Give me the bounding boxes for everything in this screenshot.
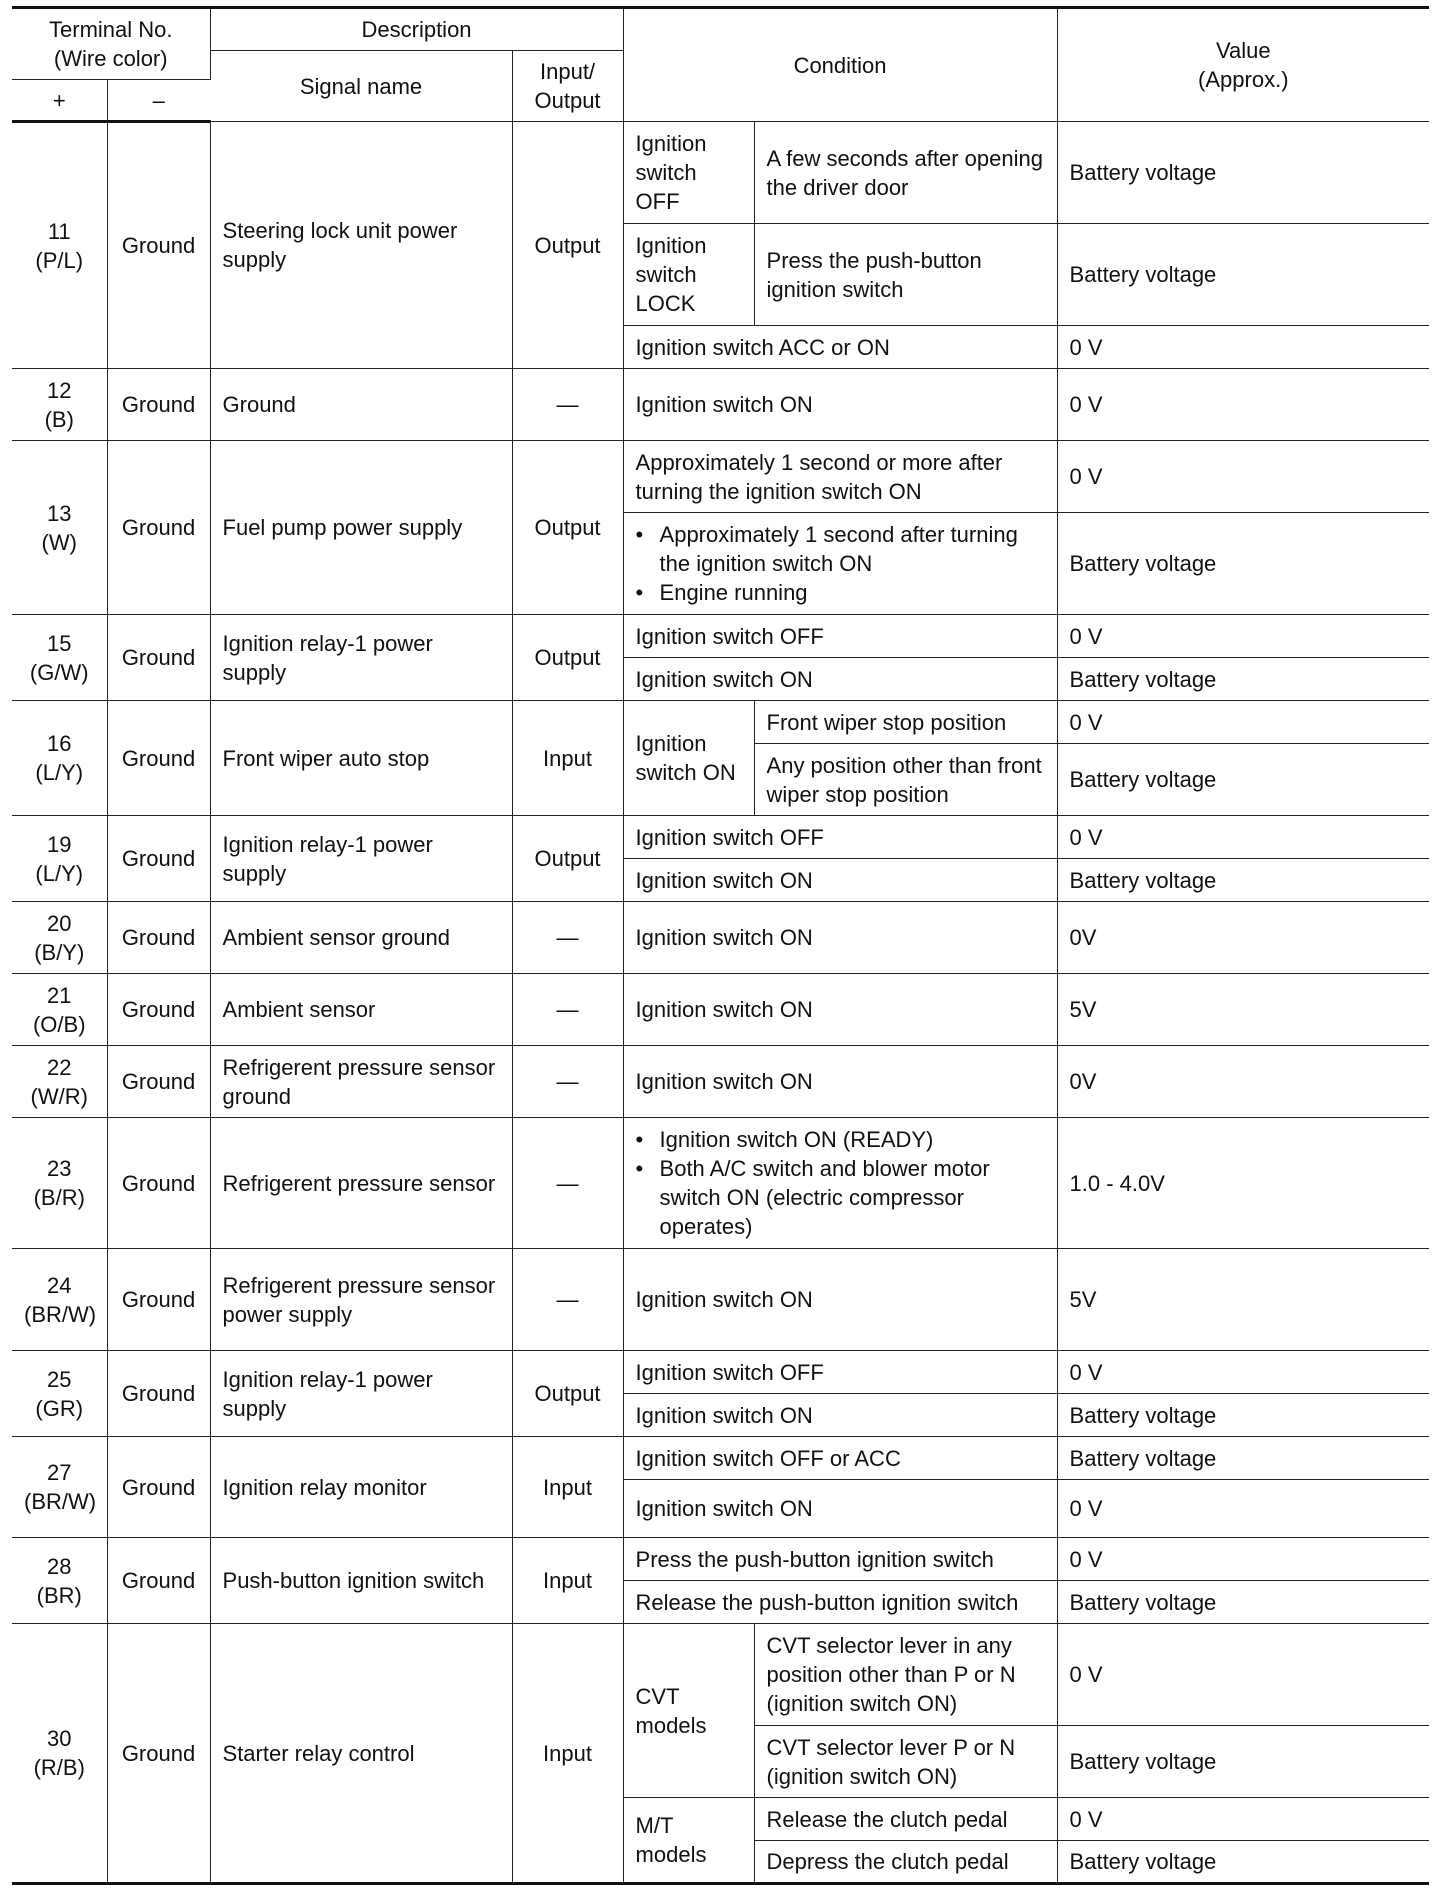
input-output: Input <box>512 1624 623 1884</box>
signal-name: Front wiper auto stop <box>210 701 512 816</box>
terminal-number: 16 (L/Y) <box>12 701 107 816</box>
bullet-item: • Ignition switch ON (READY) <box>636 1125 1045 1154</box>
value: 0 V <box>1057 701 1429 744</box>
input-output: — <box>512 1118 623 1249</box>
input-output: Output <box>512 816 623 902</box>
table-row <box>12 1249 1429 1351</box>
input-output-header: Input/ Output <box>512 51 623 122</box>
value: Battery voltage <box>1057 1437 1429 1480</box>
value: 0 V <box>1057 615 1429 658</box>
input-output: Input <box>512 1437 623 1538</box>
terminal-negative: Ground <box>107 816 210 902</box>
terminal-number: 20 (B/Y) <box>12 902 107 974</box>
condition: Any position other than front wiper stop position <box>754 744 1057 816</box>
terminal-no-header: Terminal No. (Wire color) <box>12 8 210 80</box>
condition <box>623 513 1057 615</box>
condition: Ignition switch OFF or ACC <box>623 1437 1057 1480</box>
value: 0 V <box>1057 816 1429 859</box>
terminal-negative: Ground <box>107 441 210 615</box>
table-row <box>12 1046 1429 1118</box>
value: 0 V <box>1057 1624 1429 1726</box>
condition: Release the clutch pedal <box>754 1798 1057 1841</box>
condition: CVT selector lever in any position other than P or N (ignition switch ON) <box>754 1624 1057 1726</box>
value: Battery voltage <box>1057 859 1429 902</box>
value: 0 V <box>1057 1480 1429 1538</box>
terminal-negative: Ground <box>107 1046 210 1118</box>
terminal-number: 23 (B/R) <box>12 1118 107 1249</box>
terminal-number: 19 (L/Y) <box>12 816 107 902</box>
input-output: Input <box>512 701 623 816</box>
terminal-number: 11 (P/L) <box>12 122 107 369</box>
input-output: — <box>512 974 623 1046</box>
plus-header: + <box>12 80 107 122</box>
condition: Ignition switch ON <box>623 974 1057 1046</box>
table-row <box>12 1624 1429 1726</box>
signal-name: Ignition relay monitor <box>210 1437 512 1538</box>
condition-bullets <box>636 1125 1045 1241</box>
input-output: Output <box>512 1351 623 1437</box>
value-header: Value (Approx.) <box>1057 8 1429 122</box>
value: Battery voltage <box>1057 1581 1429 1624</box>
condition: Ignition switch ON <box>623 658 1057 701</box>
signal-name: Refrigerent pressure sensor power supply <box>210 1249 512 1351</box>
value: Battery voltage <box>1057 513 1429 615</box>
value: 1.0 - 4.0V <box>1057 1118 1429 1249</box>
value: 5V <box>1057 974 1429 1046</box>
condition: Ignition switch OFF <box>623 816 1057 859</box>
value: 5V <box>1057 1249 1429 1351</box>
terminal-negative: Ground <box>107 902 210 974</box>
value: Battery voltage <box>1057 744 1429 816</box>
table-row <box>12 1118 1429 1249</box>
terminal-negative: Ground <box>107 1118 210 1249</box>
condition: Ignition switch ON <box>623 902 1057 974</box>
condition: Ignition switch ACC or ON <box>623 326 1057 369</box>
input-output: — <box>512 1249 623 1351</box>
terminal-number: 25 (GR) <box>12 1351 107 1437</box>
terminal-negative: Ground <box>107 1249 210 1351</box>
signal-name: Ignition relay-1 power supply <box>210 1351 512 1437</box>
table-row <box>12 902 1429 974</box>
condition-group: Ignition switch OFF <box>623 122 754 224</box>
terminal-negative: Ground <box>107 974 210 1046</box>
table-row <box>12 1437 1429 1480</box>
terminal-negative: Ground <box>107 1538 210 1624</box>
table-row <box>12 1351 1429 1394</box>
table-row <box>12 122 1429 224</box>
value: Battery voltage <box>1057 658 1429 701</box>
terminal-negative: Ground <box>107 615 210 701</box>
bullet-item: • Engine running <box>636 578 1045 607</box>
terminal-negative: Ground <box>107 1351 210 1437</box>
signal-name: Fuel pump power supply <box>210 441 512 615</box>
terminal-number: 30 (R/B) <box>12 1624 107 1884</box>
table-row <box>12 816 1429 859</box>
terminal-number: 13 (W) <box>12 441 107 615</box>
table-row <box>12 441 1429 513</box>
terminal-spec-table <box>12 6 1429 1885</box>
terminal-negative: Ground <box>107 369 210 441</box>
condition-group: Ignition switch LOCK <box>623 224 754 326</box>
value: Battery voltage <box>1057 224 1429 326</box>
input-output: Output <box>512 441 623 615</box>
table-row <box>12 615 1429 658</box>
terminal-negative: Ground <box>107 1624 210 1884</box>
value: 0 V <box>1057 1538 1429 1581</box>
condition-header: Condition <box>623 8 1057 122</box>
terminal-number: 15 (G/W) <box>12 615 107 701</box>
input-output: Input <box>512 1538 623 1624</box>
signal-name: Steering lock unit power supply <box>210 122 512 369</box>
condition: Press the push-button ignition switch <box>623 1538 1057 1581</box>
terminal-number: 21 (O/B) <box>12 974 107 1046</box>
terminal-number: 22 (W/R) <box>12 1046 107 1118</box>
input-output: — <box>512 369 623 441</box>
condition-bullets <box>636 520 1045 607</box>
table-row <box>12 1538 1429 1581</box>
signal-name: Ground <box>210 369 512 441</box>
input-output: — <box>512 1046 623 1118</box>
condition-group: Ignition switch ON <box>623 701 754 816</box>
value: Battery voltage <box>1057 122 1429 224</box>
signal-name: Refrigerent pressure sensor <box>210 1118 512 1249</box>
value: 0 V <box>1057 441 1429 513</box>
value: Battery voltage <box>1057 1726 1429 1798</box>
value: Battery voltage <box>1057 1841 1429 1884</box>
minus-header: – <box>107 80 210 122</box>
condition: Ignition switch ON <box>623 369 1057 441</box>
value: 0 V <box>1057 369 1429 441</box>
input-output: Output <box>512 615 623 701</box>
signal-name: Ambient sensor ground <box>210 902 512 974</box>
terminal-negative: Ground <box>107 122 210 369</box>
condition: Ignition switch ON <box>623 859 1057 902</box>
bullet-item: • Both A/C switch and blower motor switch ON (electric compressor operates) <box>636 1154 1045 1241</box>
condition: Ignition switch OFF <box>623 1351 1057 1394</box>
input-output: Output <box>512 122 623 369</box>
signal-name: Push-button ignition switch <box>210 1538 512 1624</box>
condition: Approximately 1 second or more after turning the ignition switch ON <box>623 441 1057 513</box>
signal-name: Starter relay control <box>210 1624 512 1884</box>
condition: Ignition switch OFF <box>623 615 1057 658</box>
terminal-number: 12 (B) <box>12 369 107 441</box>
table-row <box>12 701 1429 744</box>
value: 0 V <box>1057 1798 1429 1841</box>
condition: Release the push-button ignition switch <box>623 1581 1057 1624</box>
table-row <box>12 974 1429 1046</box>
condition: Depress the clutch pedal <box>754 1841 1057 1884</box>
signal-name: Ambient sensor <box>210 974 512 1046</box>
value: 0V <box>1057 1046 1429 1118</box>
terminal-negative: Ground <box>107 701 210 816</box>
value: 0 V <box>1057 326 1429 369</box>
condition-group: CVT models <box>623 1624 754 1798</box>
value: Battery voltage <box>1057 1394 1429 1437</box>
signal-name: Ignition relay-1 power supply <box>210 816 512 902</box>
bullet-item: • Approximately 1 second after turning the ignition switch ON <box>636 520 1045 578</box>
signal-name-header: Signal name <box>210 51 512 122</box>
terminal-number: 27 (BR/W) <box>12 1437 107 1538</box>
condition-group: M/T models <box>623 1798 754 1884</box>
condition <box>623 1118 1057 1249</box>
condition: Front wiper stop position <box>754 701 1057 744</box>
condition: Ignition switch ON <box>623 1249 1057 1351</box>
terminal-number: 28 (BR) <box>12 1538 107 1624</box>
signal-name: Ignition relay-1 power supply <box>210 615 512 701</box>
condition: Ignition switch ON <box>623 1480 1057 1538</box>
value: 0V <box>1057 902 1429 974</box>
condition: Ignition switch ON <box>623 1394 1057 1437</box>
terminal-number: 24 (BR/W) <box>12 1249 107 1351</box>
table-row <box>12 369 1429 441</box>
terminal-negative: Ground <box>107 1437 210 1538</box>
condition: Press the push-button ignition switch <box>754 224 1057 326</box>
description-header: Description <box>210 8 623 51</box>
condition: CVT selector lever P or N (ignition switch ON) <box>754 1726 1057 1798</box>
signal-name: Refrigerent pressure sensor ground <box>210 1046 512 1118</box>
value: 0 V <box>1057 1351 1429 1394</box>
condition: Ignition switch ON <box>623 1046 1057 1118</box>
input-output: — <box>512 902 623 974</box>
condition: A few seconds after opening the driver door <box>754 122 1057 224</box>
